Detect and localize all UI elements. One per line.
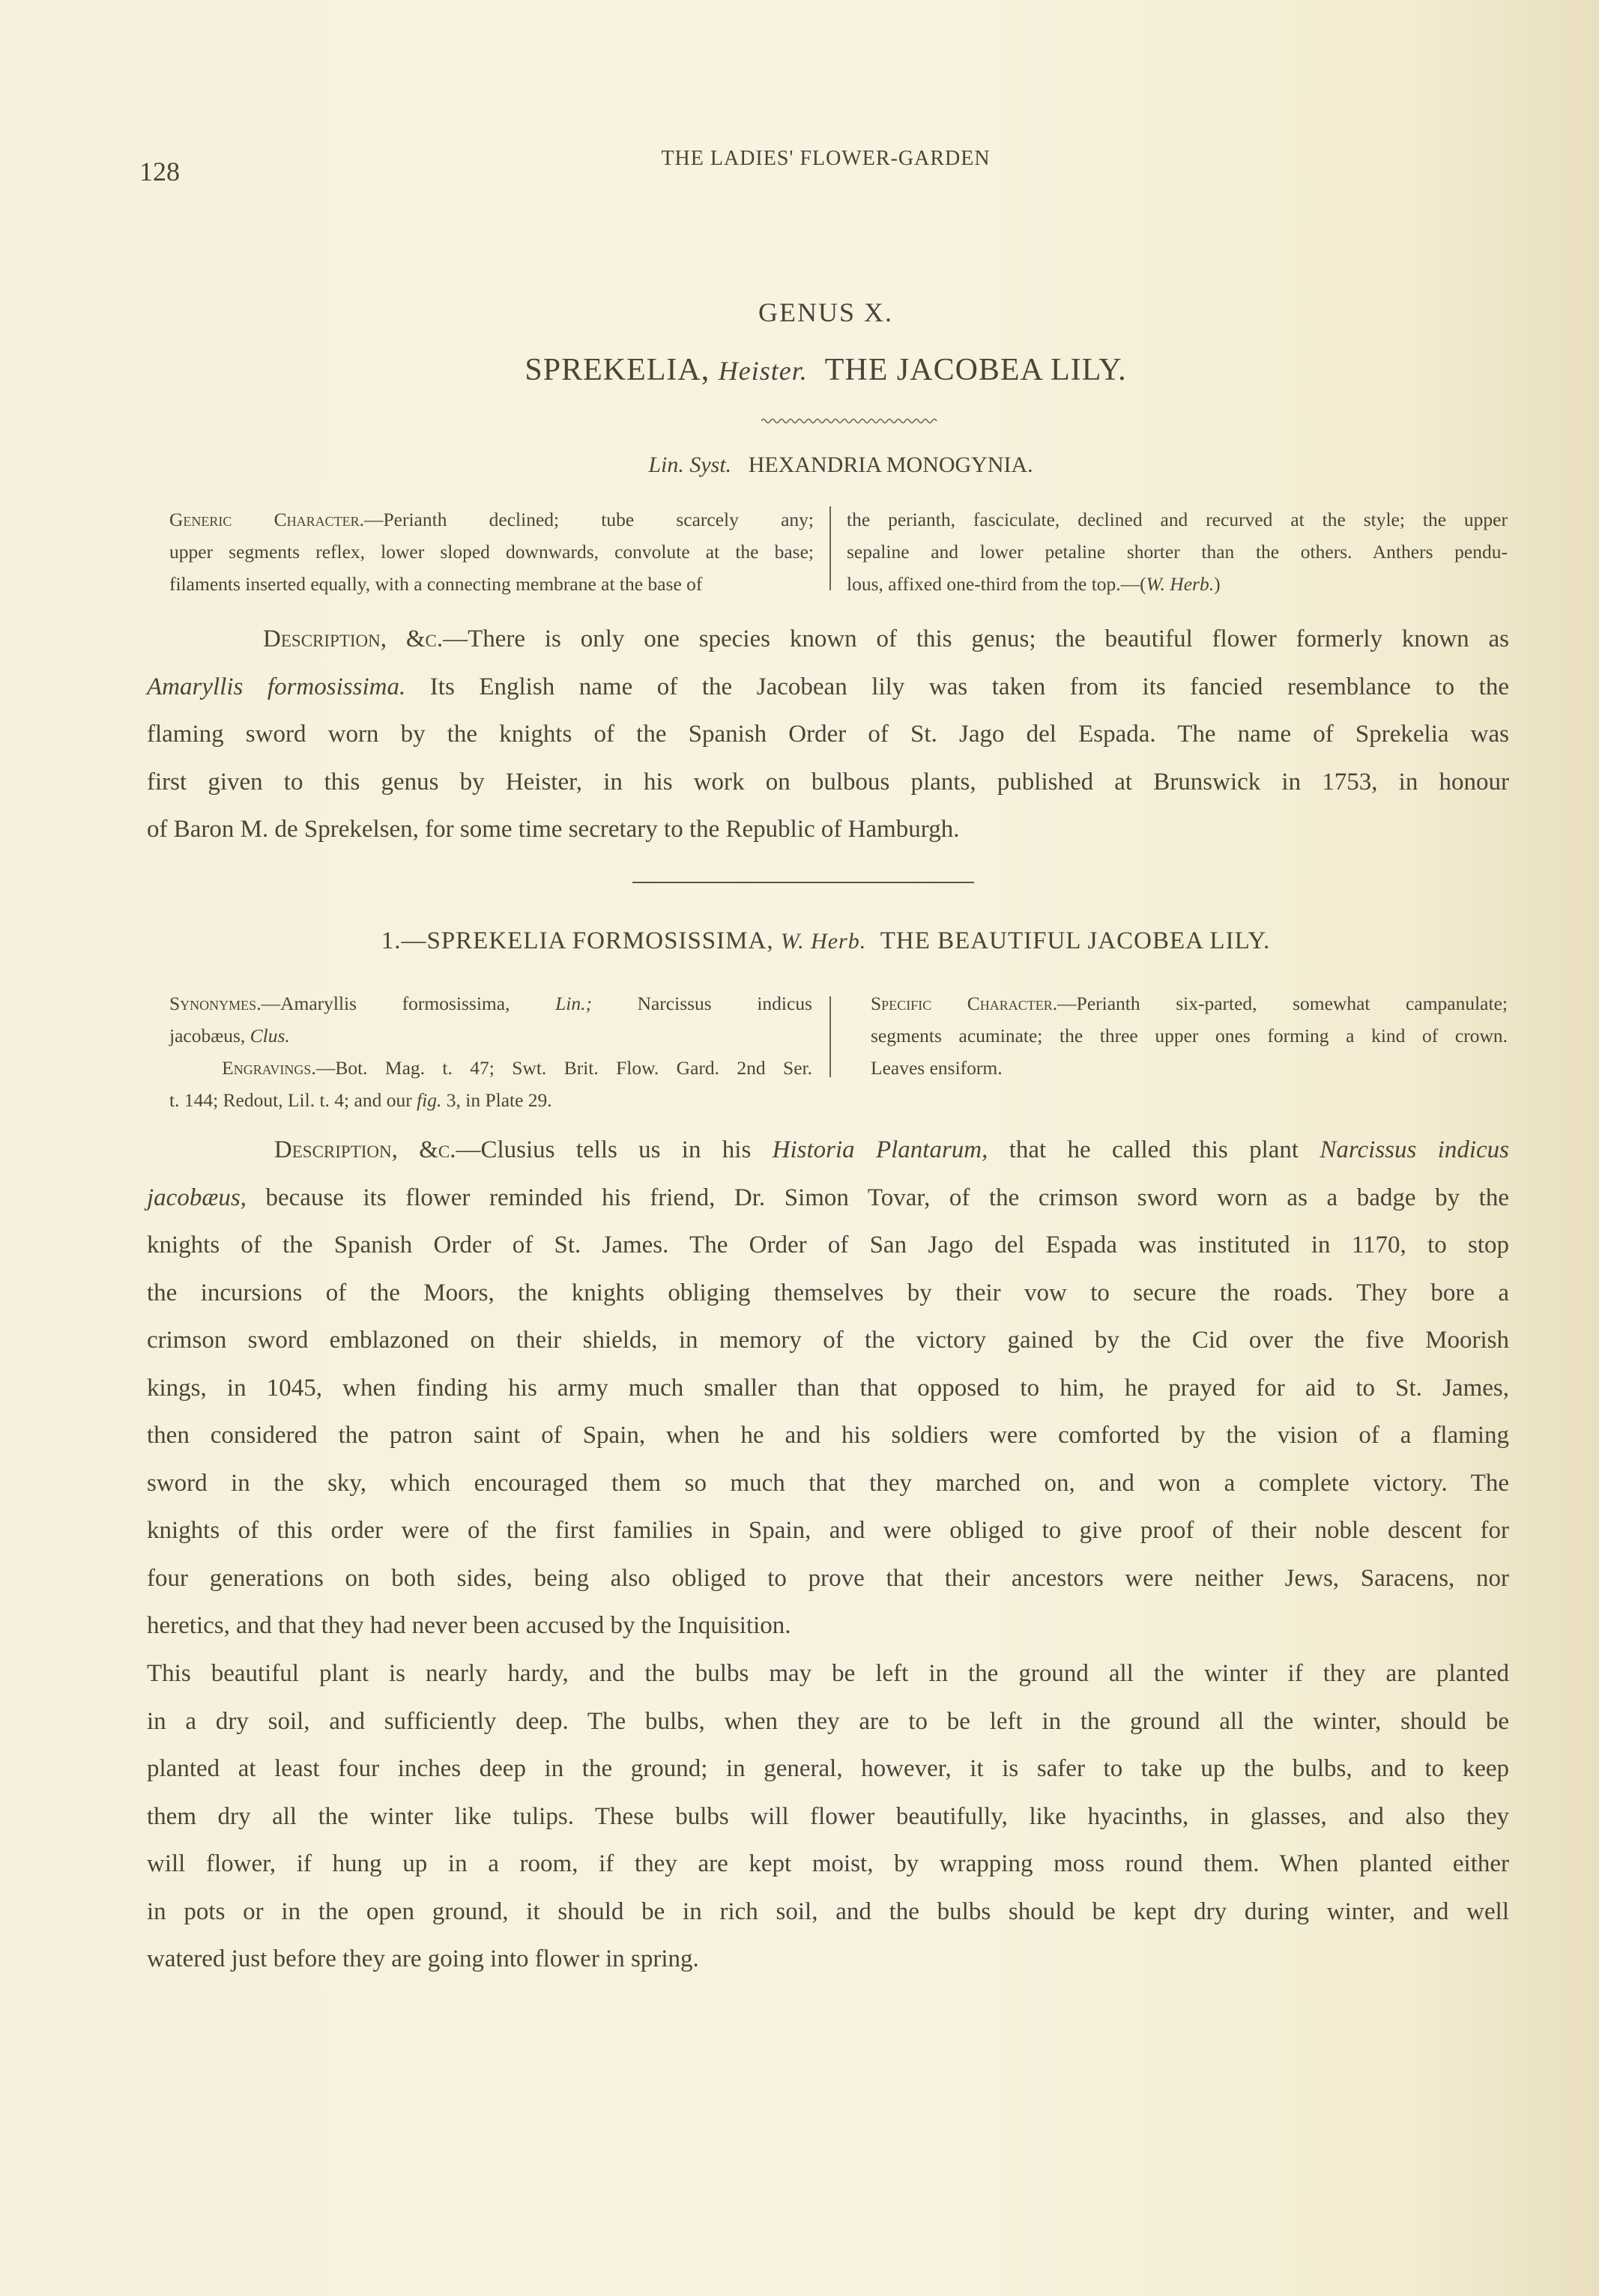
text-line <box>147 1317 1509 1365</box>
text-segment: first given to this genus by Heister, in his work on bulbous plants, published at Brunswick in 1753, in honour <box>147 768 1509 796</box>
text-segment: sword in the sky, which encouraged them so much that they marched on, and won a complete victory. The <box>147 1469 1509 1497</box>
text-segment: sepaline and lower petaline shorter than the others. Anthers pendu- <box>847 541 1508 563</box>
text-line <box>847 536 1508 568</box>
text-segment: knights of the Spanish Order of St. James. The Order of San Jago del Espada was instituted in 1170, to stop <box>147 1232 1509 1258</box>
text-line <box>147 1650 1509 1698</box>
text-line <box>147 664 1509 712</box>
text-line <box>147 1602 1509 1650</box>
italic-text: jacobæus, <box>147 1184 247 1211</box>
column-divider-2 <box>829 996 831 1077</box>
text-segment: crimson sword emblazoned on their shields, in memory of the victory gained by the Cid over the five Moorish <box>147 1327 1509 1354</box>
text-segment: Leaves ensiform. <box>871 1057 1003 1079</box>
text-line <box>169 536 814 568</box>
genus-common-name: THE JACOBEA LILY. <box>824 353 1127 387</box>
text-segment: then considered the patron saint of Spain, when he and his soldiers were comforted by the vision of a flaming <box>147 1422 1509 1449</box>
text-line <box>871 1052 1508 1084</box>
text-segment <box>169 1057 222 1079</box>
section-label: Generic Character. <box>169 509 364 530</box>
text-segment: —Perianth declined; tube scarcely any; <box>363 509 814 530</box>
text-line <box>147 1793 1509 1841</box>
text-segment: 3, in Plate 29. <box>441 1089 552 1111</box>
species-author: W. Herb. <box>780 929 867 954</box>
italic-text: Narcissus indicus <box>1320 1136 1509 1163</box>
text-line <box>147 759 1509 807</box>
running-title: THE LADIES' FLOWER-GARDEN <box>661 147 991 170</box>
italic-text: Clus. <box>250 1025 290 1046</box>
italic-text: fig. <box>417 1089 442 1111</box>
section-label: Synonymes. <box>169 993 262 1014</box>
italic-text: Historia Plantarum, <box>772 1136 988 1163</box>
italic-text: W. Herb. <box>1146 573 1215 595</box>
lin-syst-value: HEXANDRIA MONOGYNIA. <box>748 452 1033 477</box>
text-segment: in a dry soil, and sufficiently deep. The bulbs, when they are to be left in the ground all the winter, should be <box>147 1707 1509 1735</box>
text-segment: —Perianth six-parted, somewhat campanulate; <box>1057 993 1508 1014</box>
text-segment: —Amaryllis formosissima, <box>261 993 556 1014</box>
text-line <box>169 1052 812 1084</box>
text-segment: —Clusius tells us in his <box>456 1136 773 1163</box>
genus-author: Heister. <box>718 356 808 386</box>
wavy-divider <box>761 416 938 426</box>
text-line <box>147 1698 1509 1746</box>
text-segment: watered just before they are going into flower in spring. <box>147 1945 699 1972</box>
genus-title <box>0 352 1599 388</box>
specific-character <box>871 987 1508 1084</box>
generic-character-left <box>169 503 814 600</box>
lin-syst-label: Lin. Syst. <box>648 452 732 477</box>
species-description <box>147 1127 1509 1650</box>
text-line <box>147 1365 1509 1413</box>
section-label: Specific Character. <box>871 993 1058 1014</box>
text-line <box>147 1412 1509 1460</box>
text-segment: flaming sword worn by the knights of the Spanish Order of St. Jago del Espada. The name of Sprekelia was <box>147 721 1509 748</box>
text-segment: filaments inserted equally, with a connecting membrane at the base of <box>169 573 703 595</box>
genus-description <box>147 616 1509 854</box>
section-label: Description, &c. <box>273 1136 456 1163</box>
text-line <box>147 1460 1509 1508</box>
text-segment: that he called this plant <box>988 1136 1320 1163</box>
text-line <box>147 1888 1509 1936</box>
section-label: Engravings. <box>222 1057 316 1079</box>
generic-character-right <box>847 503 1508 600</box>
text-segment: ) <box>1214 573 1221 595</box>
text-line <box>147 806 1509 854</box>
text-segment: kings, in 1045, when finding his army much smaller than that opposed to him, he prayed for aid to St. James, <box>147 1374 1509 1402</box>
text-line <box>847 503 1508 536</box>
text-line <box>147 1745 1509 1793</box>
species-number: 1.— <box>381 927 427 954</box>
genus-name: SPREKELIA, <box>525 353 710 387</box>
species-heading <box>0 927 1599 955</box>
text-line <box>147 1222 1509 1270</box>
linnaean-system <box>0 452 1599 478</box>
page-number: 128 <box>139 157 180 187</box>
text-line <box>147 1175 1509 1223</box>
text-line <box>169 987 812 1020</box>
section-rule <box>632 882 974 883</box>
italic-text: Amaryllis formosissima. <box>147 673 406 700</box>
text-segment: Narcissus indicus <box>591 993 812 1014</box>
text-segment: them dry all the winter like tulips. These bulbs will flower beautifully, like hyacinths, in glasses, and also they <box>147 1802 1509 1830</box>
text-segment: will flower, if hung up in a room, if they are kept moist, by wrapping moss round them. When planted either <box>147 1850 1509 1877</box>
text-line <box>147 1936 1509 1984</box>
synonymes-engravings <box>169 987 812 1116</box>
text-line <box>147 1270 1509 1318</box>
section-label: Description, &c. <box>263 626 444 652</box>
text-line <box>147 1507 1509 1555</box>
species-common-name: THE BEAUTIFUL JACOBEA LILY. <box>880 927 1271 954</box>
text-line <box>147 1841 1509 1888</box>
text-line <box>169 1084 812 1116</box>
text-line <box>169 503 814 536</box>
text-segment <box>147 1136 274 1163</box>
text-line <box>169 568 814 600</box>
genus-heading: GENUS X. <box>758 297 893 327</box>
text-line <box>147 1127 1509 1175</box>
text-segment: knights of this order were of the first families in Spain, and were obliged to give proof of their noble descent for <box>147 1517 1509 1544</box>
species-name: SPREKELIA FORMOSISSIMA, <box>426 927 774 954</box>
column-divider <box>829 506 831 590</box>
text-line <box>147 616 1509 664</box>
text-line <box>847 568 1508 600</box>
text-segment: segments acuminate; the three upper ones forming a kind of crown. <box>871 1025 1508 1046</box>
text-segment: —There is only one species known of this genus; the beautiful flower formerly known as <box>443 626 1509 652</box>
text-segment: the incursions of the Moors, the knights obliging themselves by their vow to secure the roads. They bore a <box>147 1279 1509 1306</box>
text-line <box>871 1020 1508 1052</box>
text-segment: because its flower reminded his friend, Dr. Simon Tovar, of the crimson sword worn as a badge by the <box>246 1184 1509 1211</box>
text-segment: of Baron M. de Sprekelsen, for some time secretary to the Republic of Hamburgh. <box>147 816 960 843</box>
text-segment: Its English name of the Jacobean lily was taken from its fancied resemblance to the <box>405 673 1509 700</box>
cultivation-paragraph <box>147 1650 1509 1984</box>
text-segment: jacobæus, <box>169 1025 250 1046</box>
text-segment <box>147 626 263 652</box>
text-line <box>871 987 1508 1020</box>
text-line <box>169 1020 812 1052</box>
text-segment: the perianth, fasciculate, declined and recurved at the style; the upper <box>847 509 1508 530</box>
text-segment: in pots or in the open ground, it should be in rich soil, and the bulbs should be kept dry during winter, and well <box>147 1897 1509 1925</box>
text-segment: planted at least four inches deep in the ground; in general, however, it is safer to take up the bulbs, and to keep <box>147 1755 1509 1782</box>
text-line <box>147 711 1509 759</box>
text-segment: heretics, and that they had never been accused by the Inquisition. <box>147 1612 791 1639</box>
text-segment: lous, affixed one-third from the top.—( <box>847 573 1146 595</box>
text-line <box>147 1555 1509 1603</box>
italic-text: Lin.; <box>555 993 592 1014</box>
text-segment: —Bot. Mag. t. 47; Swt. Brit. Flow. Gard. 2nd Ser. <box>315 1057 812 1079</box>
text-segment: upper segments reflex, lower sloped downwards, convolute at the base; <box>169 541 814 563</box>
text-segment: four generations on both sides, being also obliged to prove that their ancestors were neither Jews, Saracens, nor <box>147 1564 1509 1592</box>
text-segment: This beautiful plant is nearly hardy, and the bulbs may be left in the ground all the winter if they are planted <box>147 1660 1509 1687</box>
text-segment: t. 144; Redout, Lil. t. 4; and our <box>169 1089 417 1111</box>
